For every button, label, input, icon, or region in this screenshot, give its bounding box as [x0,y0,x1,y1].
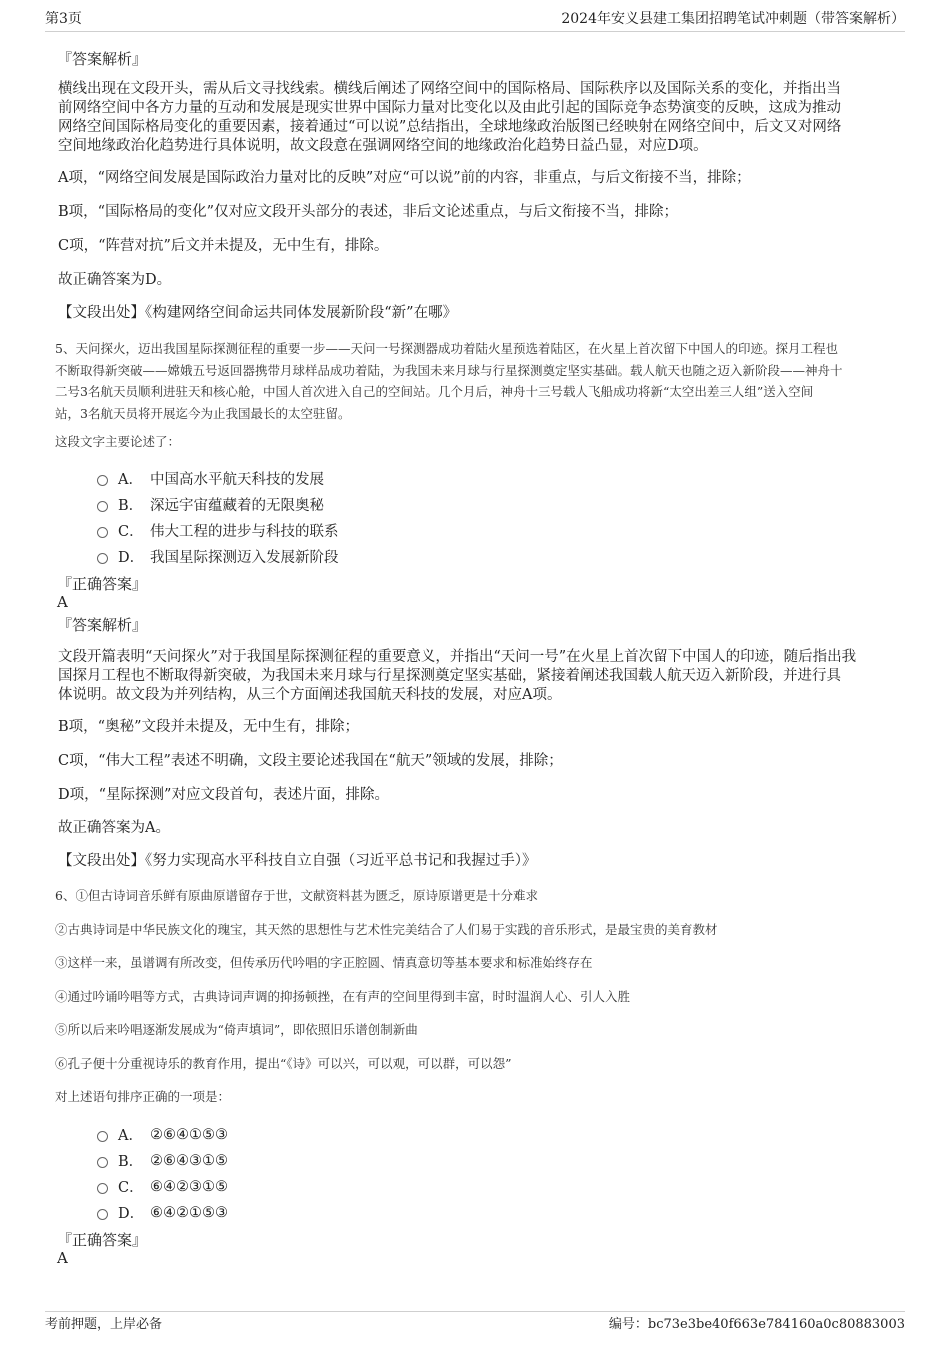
analysis-line: 网络空间国际格局变化的重要因素，接着通过“可以说”总结指出，全球地缘政治版图已经映射在网络空间中，后文又对网络 [58,119,842,135]
option-text: ⑥④②③①⑤ [150,1178,228,1195]
answer-text: 故正确答案为A。 [58,820,170,836]
q5-option-c[interactable] [97,520,339,541]
page-number: 第3页 [45,11,82,27]
q5-option-b[interactable] [97,494,324,515]
sentence-3: ③这样一来，虽谱调有所改变，但传承历代吟唱的字正腔圆、情真意切等基本要求和标准始终存在 [55,955,593,970]
analysis-text [58,80,898,156]
stem-line: 站，3名航天员将开展迄今为止我国最长的太空驻留。 [55,405,351,421]
source-text: 【文段出处】《构建网络空间命运共同体发展新阶段“新”在哪》 [58,305,458,321]
sentence-4: ④通过吟诵吟唱等方式，古典诗词声调的抑扬顿挫，在有声的空间里得到丰富，时时温润人心、引人入胜 [55,989,631,1004]
stem-line: 5、天问探火，迈出我国星际探测征程的重要一步——天问一号探测器成功着陆火星预选着陆区，在火星上首次留下中国人的印迹。探月工程也 [55,341,838,356]
radio-icon[interactable] [97,527,108,538]
analysis-line: 空间地缘政治化趋势进行具体说明，故文段意在强调网络空间的地缘政治化趋势日益凸显，对应D项。 [58,138,708,154]
analysis-line: 体说明。故文段为并列结构，从三个方面阐述我国航天科技的发展，对应A项。 [58,687,562,703]
option-c-analysis: C项，“伟大工程”表述不明确，文段主要论述我国在“航天”领域的发展，排除； [58,753,563,769]
option-a-analysis: A项，“网络空间发展是国际政治力量对比的反映”对应“可以说”前的内容，非重点，与后文衔接不当，排除； [58,170,751,186]
option-key: D． [118,550,145,566]
option-key: A． [118,472,143,488]
footer-divider [45,1311,905,1312]
option-d-analysis: D项，“星际探测”对应文段首句，表述片面，排除。 [58,787,389,803]
radio-icon[interactable] [97,475,108,486]
q6-option-a[interactable] [97,1124,228,1145]
option-c-analysis: C项，“阵营对抗”后文并未提及，无中生有，排除。 [58,238,389,254]
option-text: 中国高水平航天科技的发展 [150,472,324,488]
question-5-prompt: 这段文字主要论述了： [55,434,181,449]
analysis-label: 『答案解析』 [57,616,148,634]
q5-option-a[interactable] [97,468,324,489]
sentence-1: 6、①但古诗词音乐鲜有原曲原谱留存于世，文献资料甚为匮乏，原诗原谱更是十分难求 [55,888,538,903]
sentence-6: ⑥孔子便十分重视诗乐的教育作用，提出“《诗》可以兴，可以观，可以群，可以怨” [55,1056,512,1071]
analysis-line: 国探月工程也不断取得新突破，为我国未来月球与行星探测奠定坚实基础，紧接着阐述我国载人航天迈入新阶段，并进行具 [58,668,841,684]
option-key: C． [118,524,144,540]
question-5-stem [55,338,900,424]
option-key: B． [118,1154,144,1170]
q5-option-d[interactable] [97,546,339,567]
correct-answer: A [57,1249,68,1267]
option-text: 深远宇宙蕴藏着的无限奥秘 [150,498,324,514]
radio-icon[interactable] [97,1131,108,1142]
analysis-line: 横线出现在文段开头，需从后文寻找线索。横线后阐述了网络空间中的国际格局、国际秩序以及国际关系的变化，并指出当 [58,81,841,97]
q6-option-d[interactable] [97,1202,228,1223]
correct-answer-label: 『正确答案』 [57,575,148,593]
footer-slogan: 考前押题，上岸必备 [45,1317,163,1332]
option-b-analysis: B项，“奥秘”文段并未提及，无中生有，排除； [58,719,359,735]
analysis-label: 『答案解析』 [57,50,148,68]
radio-icon[interactable] [97,1183,108,1194]
radio-icon[interactable] [97,501,108,512]
option-text: ②⑥④①⑤③ [150,1126,228,1143]
radio-icon[interactable] [97,553,108,564]
option-text: ⑥④②①⑤③ [150,1204,228,1221]
q6-option-c[interactable] [97,1176,228,1197]
answer-text: 故正确答案为D。 [58,272,172,288]
radio-icon[interactable] [97,1157,108,1168]
option-key: D． [118,1206,145,1222]
document-title: 2024年安义县建工集团招聘笔试冲刺题（带答案解析） [561,11,905,27]
correct-answer-label: 『正确答案』 [57,1231,148,1249]
sentence-5: ⑤所以后来吟唱逐渐发展成为“倚声填词”，即依照旧乐谱创制新曲 [55,1022,418,1037]
sentence-2: ②古典诗词是中华民族文化的瑰宝，其天然的思想性与艺术性完美结合了人们易于实践的音乐形式，是最宝贵的美育教材 [55,922,718,937]
analysis-line: 文段开篇表明“天问探火”对于我国星际探测征程的重要意义，并指出“天问一号”在火星上首次留下中国人的印迹，随后指出我 [58,649,857,665]
option-text: ②⑥④③①⑤ [150,1152,228,1169]
stem-line: 二号3名航天员顺利进驻天和核心舱，中国人首次进入自己的空间站。几个月后，神舟十三号载人飞船成功将新“太空出差三人组”送入空间 [55,384,814,399]
option-b-analysis: B项，“国际格局的变化”仅对应文段开头部分的表述，非后文论述重点，与后文衔接不当，排除； [58,204,678,220]
source-text: 【文段出处】《努力实现高水平科技自立自强（习近平总书记和我握过手）》 [58,853,537,869]
q6-option-b[interactable] [97,1150,228,1171]
header-divider [45,31,905,32]
option-key: A． [118,1128,143,1144]
option-key: C． [118,1180,144,1196]
option-key: B． [118,498,144,514]
option-text: 伟大工程的进步与科技的联系 [150,524,339,540]
radio-icon[interactable] [97,1209,108,1220]
analysis-text [58,648,903,705]
question-6-prompt: 对上述语句排序正确的一项是： [55,1089,231,1104]
analysis-line: 前网络空间中各方力量的互动和发展是现实世界中国际力量对比变化以及由此引起的国际竞争态势演变的反映，这成为推动 [58,100,841,116]
document-id: 编号：bc73e3be40f663e784160a0c80883003 [608,1317,905,1332]
option-text: 我国星际探测迈入发展新阶段 [150,550,339,566]
correct-answer: A [57,593,68,611]
stem-line: 不断取得新突破——嫦娥五号返回器携带月球样品成功着陆，为我国未来月球与行星探测奠定坚实基础。载人航天也随之迈入新阶段——神舟十 [55,362,843,378]
